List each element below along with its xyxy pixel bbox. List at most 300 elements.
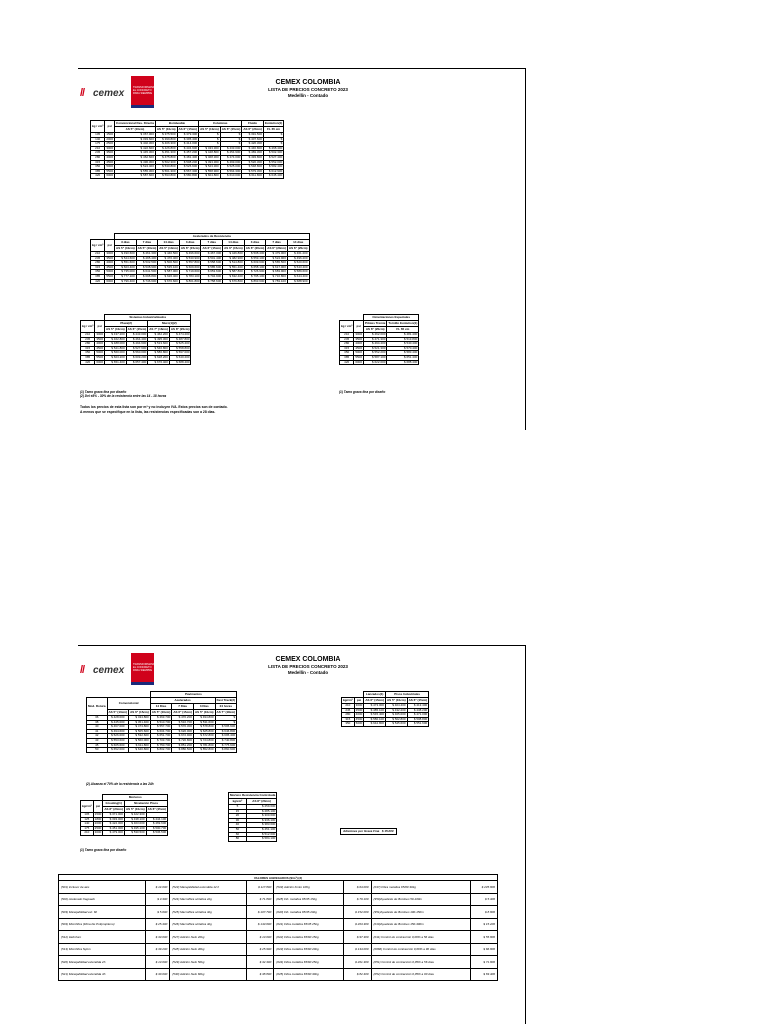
- table-cell: $ 464.400: [126, 337, 148, 342]
- table-cell: $ 535.100: [158, 265, 180, 270]
- table-cell: $ 367.000: [115, 133, 156, 138]
- table-cell: $ 426.300: [242, 142, 264, 147]
- group-header: Grouting(1): [103, 801, 125, 807]
- table-row: [59, 931, 498, 944]
- table-cell: 4500: [106, 159, 114, 164]
- table-title: Morteros: [103, 795, 168, 801]
- table-body: [342, 704, 429, 727]
- table-cell: $ 531.600: [193, 720, 215, 725]
- page-subtitle: LISTA DE PRECIOS CONCRETO 2023: [268, 87, 348, 92]
- cemex-mark-icon: //: [80, 664, 85, 676]
- table-cell: $ 651.700: [150, 734, 172, 739]
- table-cell: 280: [342, 713, 355, 718]
- table-cell: $ 481.400: [177, 155, 199, 160]
- table-row: [229, 837, 277, 842]
- table-cell: $ 851.200: [172, 743, 194, 748]
- table-cell: $ 746.600: [136, 279, 158, 284]
- table-cell: $ 611.800: [242, 174, 264, 179]
- table-row: [59, 968, 498, 981]
- table-cell: $ 25.400: [145, 918, 170, 931]
- table-cell: $ 553.600: [107, 738, 129, 743]
- table-cell: $ 5.300: [470, 893, 497, 906]
- group-header: Fast Track(2): [216, 697, 236, 702]
- col-header: Mod. Rotura: [87, 698, 108, 716]
- group-header: Muro(1)(2): [148, 321, 191, 327]
- table-cell: $ 512.600: [246, 832, 276, 837]
- col-header: 3 días: [115, 240, 137, 246]
- table-cell: $ 551.400: [223, 265, 245, 270]
- table-cell: 6000: [355, 359, 363, 364]
- table-cell: 210: [91, 252, 105, 257]
- col-header: 14 días: [287, 240, 309, 246]
- col-header: Fluido: [242, 121, 264, 127]
- table-cell: $ 495.100: [124, 826, 146, 831]
- table-cell: $ 532.500: [136, 261, 158, 266]
- table-cell: $ 32.300: [247, 956, 274, 969]
- table-cell: $ 559.100: [244, 256, 266, 261]
- col-header: 3 Días: [193, 704, 215, 710]
- table-cell: $ 422.600: [115, 146, 156, 151]
- table-cell: $ 502.300: [155, 160, 177, 165]
- table-cell: $ 735.000: [115, 270, 137, 275]
- table-cell: $ 474.200: [169, 333, 191, 338]
- sub-header: AS 6" (15cm): [224, 245, 243, 250]
- table-cell: $: [220, 133, 242, 138]
- table-cell: $ 597.000: [169, 351, 191, 356]
- table-cell: $ 513.800: [387, 337, 419, 342]
- sub-header: AS 7" (18cm): [149, 326, 168, 331]
- col-header: 7 días: [266, 240, 288, 246]
- table-cell: $ 83.400: [470, 968, 497, 981]
- sub-header: AS 6" (15cm): [127, 326, 147, 331]
- brand-badge: [131, 76, 157, 108]
- table-cell: $ 587.600: [115, 174, 156, 179]
- footnote: (1) Tamo grava fina por diseño: [339, 390, 386, 394]
- table-row: [87, 748, 237, 753]
- col-header: 3 días: [244, 240, 266, 246]
- table-cell: 4000: [106, 260, 114, 265]
- sub-header: AS 5" (10cm): [116, 245, 135, 250]
- table-cell: $ 473.800: [129, 725, 151, 730]
- table-cell: $ 625.800: [193, 729, 215, 734]
- table-cell: $ 530.800: [155, 165, 177, 170]
- table-cell: $ 527.600: [126, 346, 148, 351]
- table-body: [81, 333, 191, 365]
- table-cell: 280: [340, 342, 354, 347]
- table-cell: 43: [87, 738, 108, 743]
- standard-concrete-table: [90, 120, 284, 179]
- table-cell: $: [199, 137, 221, 142]
- col-header: kg / cm²: [91, 240, 105, 252]
- table-cell: $ 558.900: [199, 169, 221, 174]
- sub-header: AS 6" (15cm): [147, 806, 167, 811]
- table-cell: 385: [81, 355, 95, 360]
- table-cell: $ 371.000: [103, 813, 125, 818]
- table-row: [59, 943, 498, 956]
- table-cell: 420: [340, 360, 354, 365]
- table-cell: $ 502.800: [385, 717, 407, 722]
- table-cell: $ 676.800: [223, 279, 245, 284]
- table-cell: $ 434.600: [177, 146, 199, 151]
- table-cell: $ 433.300: [199, 146, 221, 151]
- table-cell: $ 446.800: [223, 252, 245, 257]
- table-row: [81, 831, 168, 836]
- table-cell: 3500: [106, 255, 114, 260]
- page-title: CEMEX COLOMBIA: [275, 656, 341, 663]
- table-cell: 315: [91, 160, 105, 165]
- table-cell: (047) Fibra metálica 65/60 30kg: [371, 881, 470, 894]
- table-row: [59, 956, 498, 969]
- table-cell: $ 579.300: [242, 169, 264, 174]
- table-cell: $ 471.000: [407, 713, 429, 718]
- pavements-table: [86, 691, 237, 753]
- table-cell: 50: [229, 827, 247, 832]
- col-header: kg/cm²: [343, 697, 353, 702]
- table-cell: $ 440.500: [158, 252, 180, 257]
- table-cell: 5000: [106, 164, 114, 169]
- table-cell: $ 640.200: [169, 355, 191, 360]
- table-cell: 3000: [106, 145, 114, 150]
- table-cell: $ 13.000: [145, 956, 170, 969]
- badge-text: TRANSFORMANDO EL CONCRETO PARA SIEMPRE: [133, 86, 157, 95]
- table-cell: $ 462.600: [115, 155, 156, 160]
- col-header: 14 días: [223, 240, 245, 246]
- table-cell: 3000: [96, 332, 104, 336]
- table-cell: $ 520.600: [287, 261, 309, 266]
- table-cell: $ 585.600: [201, 265, 223, 270]
- table-cell: 315: [91, 265, 105, 270]
- table-cell: (525) Macrofibra sintética 3kg: [170, 906, 247, 919]
- table-cell: $ 463.700: [150, 716, 172, 721]
- table-cell: $ 632.400: [223, 274, 245, 279]
- table-cell: $ 443.000: [126, 333, 148, 338]
- table-cell: $ 379.300: [177, 133, 199, 138]
- page-top-rule: [78, 645, 525, 646]
- table-body: [87, 716, 237, 753]
- col-header: 3 días: [179, 240, 201, 246]
- table-cell: $ 470.200: [172, 716, 194, 721]
- table-cell: 210: [91, 146, 105, 151]
- accelerated-resistance-table: [90, 233, 310, 284]
- table-cell: $ 863.600: [244, 279, 266, 284]
- table-cell: $ 645.400: [263, 174, 283, 179]
- group-header: Lanzados(1): [364, 692, 386, 698]
- table-cell: $ 546.800: [148, 346, 170, 351]
- table-cell: $ 152.000: [344, 906, 371, 919]
- table-cell: 350: [91, 165, 105, 170]
- table-cell: $ 375.500: [155, 133, 177, 138]
- table-cell: $ 445.000: [107, 720, 129, 725]
- table-cell: $ 285.100: [246, 809, 276, 814]
- sub-header: AS 6" (15cm): [221, 126, 241, 131]
- table-cell: $ 97.300: [344, 931, 371, 944]
- table-cell: $: [263, 142, 283, 147]
- table-cell: (045) Fibra metálica 65/60 30kg: [274, 968, 344, 981]
- cemex-logo: [80, 78, 157, 106]
- table-cell: $ 495.300: [148, 337, 170, 342]
- table-cell: (501) Inclusor de aire: [59, 881, 146, 894]
- table-cell: 420: [91, 174, 105, 179]
- table-cell: $ 8.800: [470, 906, 497, 919]
- table-cell: $: [263, 133, 283, 138]
- table-cell: 140: [91, 137, 105, 142]
- table-cell: $ 609.600: [244, 261, 266, 266]
- table-cell: $ 235.800: [470, 881, 497, 894]
- table-cell: 5000: [355, 350, 363, 355]
- col-header: psi: [93, 801, 103, 813]
- sub-header: AS 5" (10cm): [159, 245, 178, 250]
- table-cell: 350: [342, 722, 355, 727]
- table-title: Mortero Resistencia Controlada: [230, 792, 276, 797]
- sub-header: AS 6" (15cm): [130, 709, 149, 714]
- table-cell: $ 432.200: [385, 708, 407, 713]
- table-cell: $ 688.400: [387, 360, 419, 365]
- table-row: [91, 279, 310, 284]
- logo-text: cemex: [93, 665, 125, 676]
- table-cell: $ 15.200: [470, 918, 497, 931]
- table-cell: $ 551.600: [407, 722, 429, 727]
- table-body: [340, 333, 419, 365]
- table-cell: 175: [91, 142, 105, 147]
- table-cell: $ 658.100: [244, 265, 266, 270]
- footnote: (2) Del ±5% - 30% de la resistencia entre las 14 - 18 horas: [80, 394, 167, 398]
- table-cell: 245: [91, 256, 105, 261]
- table-cell: $: [215, 716, 237, 721]
- table-cell: $ 469.300: [242, 151, 264, 156]
- table-cell: $ 414.000: [177, 142, 199, 147]
- table-cell: $ 560.000: [105, 351, 127, 356]
- table-cell: $ 653.600: [201, 270, 223, 275]
- table-cell: $ 513.600: [148, 342, 170, 347]
- group-header: Pilotes Tremie: [365, 320, 386, 325]
- table-cell: $ 526.000: [107, 734, 129, 739]
- table-cell: $ 55.800: [470, 931, 497, 944]
- sub-header: AS 5" (10cm): [106, 326, 125, 331]
- table-cell: $ 508.400: [244, 252, 266, 257]
- col-header: psi: [95, 321, 105, 333]
- table-cell: (040) Fib. metálica 65/35 20kg: [274, 906, 344, 919]
- table-cell: 5500: [96, 354, 104, 359]
- table-cell: $ 13.000: [247, 931, 274, 944]
- table-cell: $ 473.000: [364, 704, 386, 709]
- table-cell: 6000: [106, 173, 114, 178]
- table-cell: 3500: [355, 336, 363, 341]
- table-cell: $ 457.200: [177, 151, 199, 156]
- table-cell: $: [199, 133, 221, 138]
- table-cell: $ 716.800: [266, 274, 288, 279]
- table-cell: $ 391.500: [242, 133, 264, 138]
- table-cell: $ 538.900: [136, 265, 158, 270]
- table-cell: $ 586.800: [148, 351, 170, 356]
- table-cell: (533) Adición fonko 10Kg: [274, 881, 344, 894]
- table-body: [81, 813, 168, 836]
- table-cell: (044) Fibra metálica 65/60 25kg: [274, 956, 344, 969]
- table-cell: (950)Ayudante de Bombeo 50-100m: [371, 893, 470, 906]
- table-cell: $ 444.100: [146, 817, 168, 822]
- table-cell: $ 552.200: [364, 351, 387, 356]
- sub-header: AS 5" (10cm): [151, 709, 171, 714]
- col-header: 7 días: [201, 240, 223, 246]
- table-cell: $ 777.100: [115, 274, 137, 279]
- cemex-mark-icon: //: [80, 87, 85, 99]
- table-cell: $ 446.800: [242, 146, 264, 151]
- table-cell: 2500: [106, 141, 114, 146]
- table-cell: $ 795.100: [244, 274, 266, 279]
- table-cell: $ 79.100: [344, 893, 371, 906]
- table-cell: 45: [87, 743, 108, 748]
- table-cell: 5500: [355, 354, 363, 359]
- table-cell: (529) Adición hielo 50kg: [170, 956, 247, 969]
- table-cell: $ 852.800: [193, 748, 215, 753]
- table-cell: $ 558.600: [201, 261, 223, 266]
- table-cell: $ 720.800: [172, 738, 194, 743]
- fine-gravel-addition: [340, 828, 397, 835]
- table-cell: 420: [81, 360, 95, 365]
- table-cell: $ 474.000: [220, 155, 242, 160]
- table-cell: $ 117.800: [247, 881, 274, 894]
- table-cell: $ 428.000: [107, 716, 129, 721]
- table-cell: 4000: [106, 154, 114, 159]
- table-cell: $ 775.600: [215, 743, 237, 748]
- table-cell: $ 593.800: [155, 174, 177, 179]
- sub-header: AS 7" (18cm): [216, 709, 236, 714]
- table-cell: $ 33.000: [145, 931, 170, 944]
- table-cell: 280: [91, 261, 105, 266]
- sub-header: AS 8" (20cm): [170, 326, 190, 331]
- col-header: psi: [354, 321, 364, 333]
- table-cell: 3000: [94, 830, 102, 835]
- col-header: 24 horas: [215, 704, 237, 710]
- table-cell: 210: [81, 333, 95, 338]
- table-cell: $ 698.800: [136, 274, 158, 279]
- table-cell: $ 462.000: [364, 333, 387, 338]
- table-cell: $ 422.300: [124, 813, 146, 818]
- sub-header: AS 5" (10cm): [200, 126, 219, 131]
- table-cell: $ 536.500: [146, 831, 168, 836]
- table-cell: $ 783.100: [266, 279, 288, 284]
- table-cell: 5: [229, 805, 247, 810]
- table-cell: $ 526.600: [177, 165, 199, 170]
- table-cell: $ 617.000: [266, 265, 288, 270]
- page-subtitle: LISTA DE PRECIOS CONCRETO 2023: [268, 664, 348, 669]
- table-cell: 42: [87, 734, 108, 739]
- shotcrete-floors-table: [341, 691, 429, 727]
- table-cell: $ 71.800: [247, 893, 274, 906]
- table-cell: 6000: [96, 359, 104, 364]
- table-cell: $ 530.900: [179, 256, 201, 261]
- table-title: Pavimentos: [150, 692, 236, 698]
- footnote: (2) Alcanza el 70% de la resistencia a las 24h: [86, 782, 154, 786]
- table-cell: $ 482.900: [223, 256, 245, 261]
- table-cell: $ 445.300: [115, 151, 156, 156]
- table-cell: $ 470.400: [158, 256, 180, 261]
- table-cell: $ 641.500: [136, 270, 158, 275]
- table-cell: $: [220, 137, 242, 142]
- table-row: [342, 722, 429, 727]
- table-cell: 1800: [94, 816, 102, 821]
- table-cell: $ 610.000: [220, 174, 242, 179]
- group-header: Pisos Industriales: [385, 692, 428, 698]
- table-cell: $ 300.600: [246, 814, 276, 819]
- table-cell: 3000: [106, 251, 114, 255]
- table-cell: $ 402.300: [115, 142, 156, 147]
- table-cell: $ 740.800: [215, 738, 237, 743]
- table-cell: $ 523.300: [199, 165, 221, 170]
- table-cell: $ 467.000: [107, 725, 129, 730]
- table-cell: $ 545.400: [364, 713, 386, 718]
- table-cell: 245: [81, 337, 95, 342]
- col-header: psi: [354, 698, 364, 704]
- page-header: [208, 78, 408, 98]
- table-cell: $ 516.700: [172, 720, 194, 725]
- col-header: 7 Días: [172, 704, 194, 710]
- table-cell: 5000: [106, 269, 114, 274]
- table-cell: $ 468.300: [199, 155, 221, 160]
- table-cell: $ 434.800: [129, 716, 151, 721]
- table-cell: 2000: [94, 821, 102, 826]
- table-cell: $ 609.200: [126, 355, 148, 360]
- table-cell: $ 514.800: [223, 261, 245, 266]
- sub-header: AS 6" (15cm): [365, 697, 384, 702]
- addition-label: Adiciones por Grava Fina: [343, 829, 380, 833]
- group-header: Convencional: [107, 698, 150, 710]
- table-cell: (0066) Control de contracción 0,06% a 90 días: [371, 943, 470, 956]
- sub-header: AS 6" (20cm): [364, 327, 387, 333]
- table-cell: 60: [229, 832, 247, 837]
- table-cell: $ 525.000: [220, 165, 242, 170]
- sub-header: AS 8" (20cm): [104, 806, 123, 811]
- table-cell: 3500: [96, 336, 104, 341]
- table-cell: $ 426.800: [155, 146, 177, 151]
- table-cell: $ 646.800: [215, 729, 237, 734]
- sub-header: FL 65 cm: [263, 127, 283, 133]
- col-header: AS 8" (20cm): [246, 799, 276, 805]
- col-header: 14 Días: [150, 704, 172, 710]
- table-cell: $ 796.400: [115, 279, 137, 284]
- table-cell: $ 583.400: [387, 351, 419, 356]
- table-cell: $ 540.400: [387, 342, 419, 347]
- table-cell: $ 468.400: [263, 146, 283, 151]
- table-cell: $ 14.000: [145, 881, 170, 894]
- sub-header: AS 6" (15cm): [178, 126, 198, 131]
- table-cell: $ 3.300: [145, 893, 170, 906]
- table-cell: $ 465.000: [385, 713, 407, 718]
- page-title: CEMEX COLOMBIA: [275, 79, 341, 86]
- table-cell: $ 552.000: [263, 160, 283, 165]
- table-cell: $ 469.600: [146, 822, 168, 827]
- table-cell: $ 605.600: [107, 743, 129, 748]
- special-foundations-table: [339, 314, 419, 365]
- table-cell: 245: [342, 708, 355, 713]
- group-header: Tornillo Evolution(1): [388, 320, 418, 325]
- table-cell: $ 383.600: [246, 823, 276, 828]
- table-row: [59, 893, 498, 906]
- badge-strip: [131, 682, 154, 685]
- group-header: Acelerados: [150, 698, 215, 704]
- table-cell: (524) Macrofibra sintética 2kg: [170, 893, 247, 906]
- table-cell: (052) Control de contracción 0,05% a 90 días: [371, 968, 470, 981]
- table-cell: 105: [81, 813, 94, 818]
- col-header: kg/cm²: [229, 799, 247, 805]
- table-cell: $ 584.100: [246, 837, 276, 842]
- footnote: (1) Tamo grava fina por diseño: [80, 848, 127, 852]
- table-cell: 5500: [106, 273, 114, 278]
- sub-header: AS 6" (15cm): [180, 245, 200, 250]
- table-title: Acelerados de Resistencia: [115, 234, 309, 240]
- table-cell: 40: [229, 823, 247, 828]
- footnote: (1) Tamo grava fina por diseño: [80, 390, 127, 394]
- table-cell: $ 479.000: [266, 252, 288, 257]
